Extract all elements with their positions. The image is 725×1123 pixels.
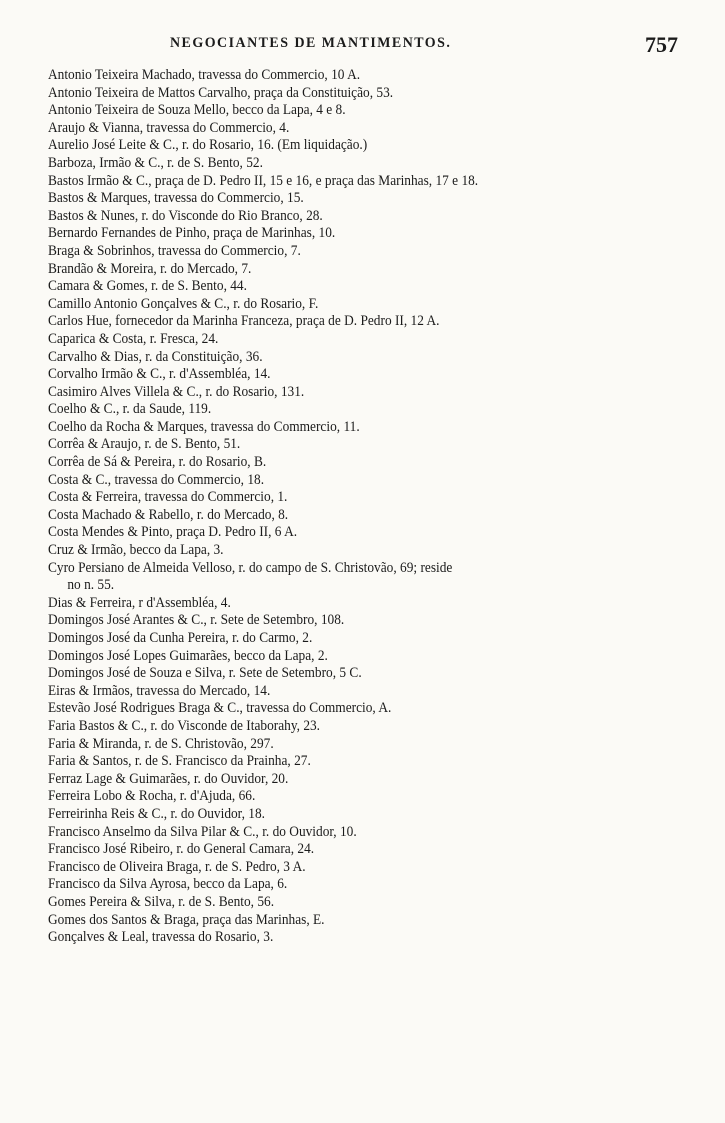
list-item: Aurelio José Leite & C., r. do Rosario, 16. (Em liquidação.) (48, 136, 368, 154)
list-item: Corrêa de Sá & Pereira, r. do Rosario, B. (48, 453, 267, 471)
list-item: Faria Bastos & C., r. do Visconde de Itaborahy, 23. (48, 716, 321, 734)
list-item: Domingos José Lopes Guimarães, becco da Lapa, 2. (48, 646, 328, 664)
list-item: Francisco da Silva Ayrosa, becco da Lapa, 6. (48, 875, 288, 893)
list-item: Costa & Ferreira, travessa do Commercio, 1. (48, 488, 288, 506)
list-item: Bastos Irmão & C., praça de D. Pedro II, 15 e 16, e praça das Marinhas, 17 e 18. (48, 171, 479, 189)
list-item: Cyro Persiano de Almeida Velloso, r. do campo de S. Christovão, 69; reside (48, 558, 453, 576)
list-item: Gomes Pereira & Silva, r. de S. Bento, 56. (48, 892, 275, 910)
list-item: Barboza, Irmão & C., r. de S. Bento, 52. (48, 153, 263, 171)
list-item: Cruz & Irmão, becco da Lapa, 3. (48, 541, 224, 559)
list-item: Braga & Sobrinhos, travessa do Commercio, 7. (48, 241, 301, 259)
list-item: Estevão José Rodrigues Braga & C., travessa do Commercio, A. (48, 699, 392, 717)
list-item: Corrêa & Araujo, r. de S. Bento, 51. (48, 435, 241, 453)
list-item: Domingos José de Souza e Silva, r. Sete de Setembro, 5 C. (48, 664, 362, 682)
list-item: Dias & Ferreira, r d'Assembléa, 4. (48, 593, 231, 611)
list-item: Francisco Anselmo da Silva Pilar & C., r. do Ouvidor, 10. (48, 822, 357, 840)
list-item: Eiras & Irmãos, travessa do Mercado, 14. (48, 681, 271, 699)
list-item: Camillo Antonio Gonçalves & C., r. do Rosario, F. (48, 294, 319, 312)
page-number: 757 (645, 32, 678, 57)
list-item: Carvalho & Dias, r. da Constituição, 36. (48, 347, 263, 365)
list-item: Domingos José da Cunha Pereira, r. do Carmo, 2. (48, 629, 313, 646)
list-item: Faria & Miranda, r. de S. Christovão, 297. (48, 734, 274, 752)
list-item: Antonio Teixeira de Souza Mello, becco da Lapa, 4 e 8. (48, 101, 346, 119)
list-item: Ferreirinha Reis & C., r. do Ouvidor, 18. (48, 804, 266, 822)
list-item: Ferraz Lage & Guimarães, r. do Ouvidor, 20. (48, 769, 289, 787)
list-item: Camara & Gomes, r. de S. Bento, 44. (48, 277, 247, 295)
list-item: Brandão & Moreira, r. do Mercado, 7. (48, 259, 252, 277)
list-item: Antonio Teixeira Machado, travessa do Commercio, 10 A. (48, 66, 361, 83)
list-item: Francisco José Ribeiro, r. do General Camara, 24. (48, 840, 315, 858)
page-header (0, 32, 725, 61)
list-item: Coelho da Rocha & Marques, travessa do Commercio, 11. (48, 417, 360, 435)
list-item: Ferreira Lobo & Rocha, r. d'Ajuda, 66. (48, 787, 256, 805)
list-item: Caparica & Costa, r. Fresca, 24. (48, 329, 219, 347)
list-item: Costa Machado & Rabello, r. do Mercado, 8. (48, 505, 289, 523)
list-item: Faria & Santos, r. de S. Francisco da Prainha, 27. (48, 752, 311, 770)
list-item: Casimiro Alves Villela & C., r. do Rosario, 131. (48, 382, 305, 400)
list-item: Bastos & Marques, travessa do Commercio, 15. (48, 189, 304, 207)
running-title: NEGOCIANTES DE MANTIMENTOS. (170, 35, 452, 51)
list-item: Costa & C., travessa do Commercio, 18. (48, 470, 265, 488)
list-item: Francisco de Oliveira Braga, r. de S. Pedro, 3 A. (48, 857, 306, 875)
merchant-list (48, 66, 688, 946)
list-item: Coelho & C., r. da Saude, 119. (48, 400, 212, 418)
list-item: Gonçalves & Leal, travessa do Rosario, 3. (48, 928, 274, 946)
list-item: Gomes dos Santos & Braga, praça das Marinhas, E. (48, 910, 325, 928)
list-item: Carlos Hue, fornecedor da Marinha Franceza, praça de D. Pedro II, 12 A. (48, 312, 440, 330)
list-item: Araujo & Vianna, travessa do Commercio, 4. (48, 118, 290, 136)
list-item: Antonio Teixeira de Mattos Carvalho, praça da Constituição, 53. (48, 83, 394, 101)
list-item: Bernardo Fernandes de Pinho, praça de Marinhas, 10. (48, 224, 336, 242)
list-item: Costa Mendes & Pinto, praça D. Pedro II, 6 A. (48, 523, 298, 541)
list-item: Domingos José Arantes & C., r. Sete de Setembro, 108. (48, 611, 345, 629)
list-item: Corvalho Irmão & C., r. d'Assembléa, 14. (48, 365, 271, 383)
list-item-continuation: no n. 55. (67, 576, 115, 594)
list-item: Bastos & Nunes, r. do Visconde do Rio Branco, 28. (48, 206, 323, 224)
